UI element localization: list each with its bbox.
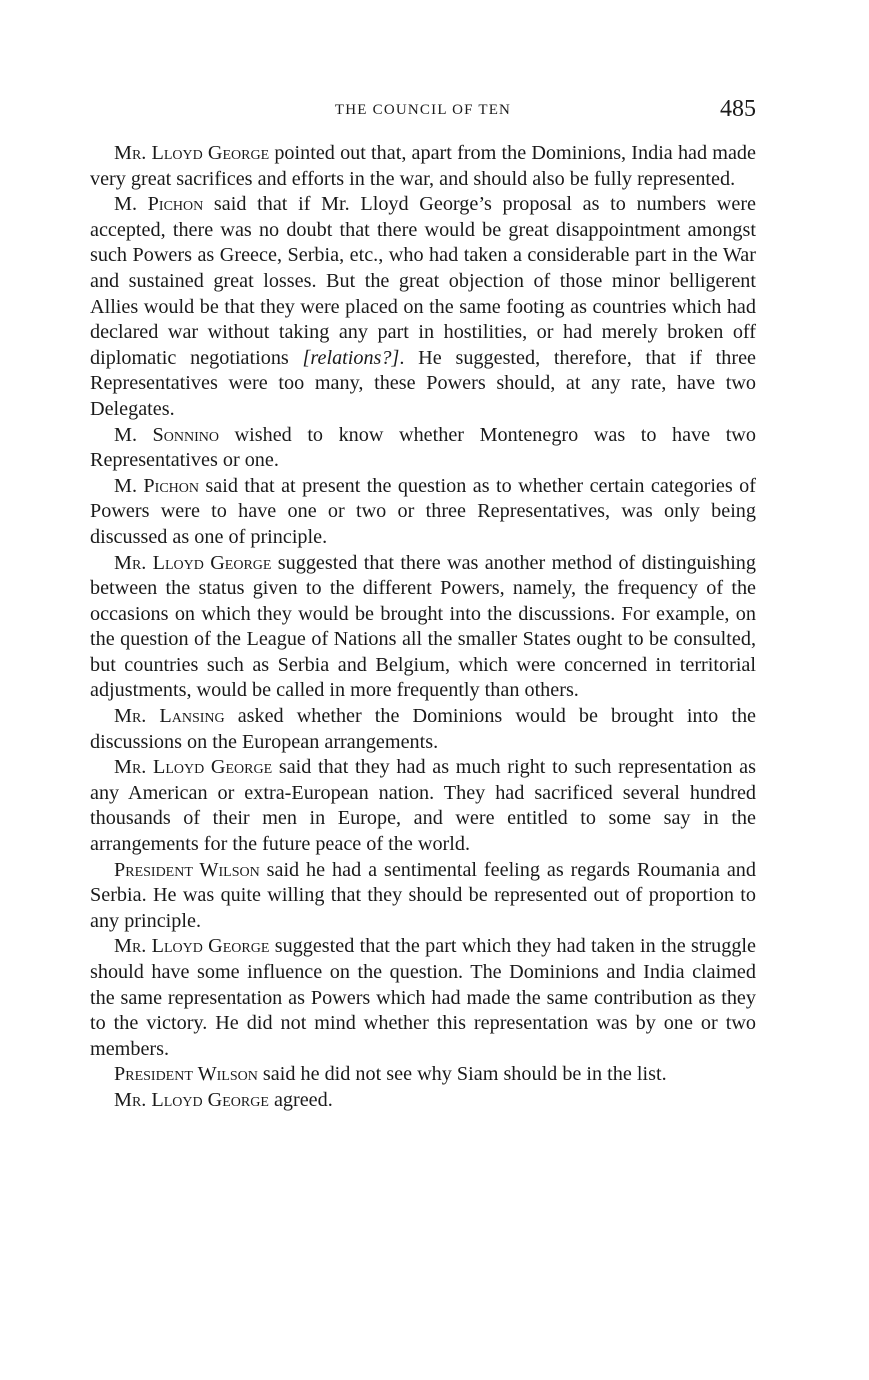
speaker-name: M. Sonnino	[114, 423, 219, 446]
paragraph	[90, 141, 756, 192]
paragraph-text-continued: . He suggested, therefore, that if three Representatives were too many, these Powers should, at any rate, have two Delegates.	[90, 346, 756, 420]
speaker-name: President Wilson	[114, 1063, 258, 1086]
speaker-name: Mr. Lansing	[114, 705, 225, 728]
paragraph	[90, 474, 756, 551]
paragraph	[90, 1062, 756, 1088]
paragraph	[90, 551, 756, 705]
paragraph	[90, 1088, 756, 1114]
paragraph	[90, 704, 756, 755]
paragraph	[90, 192, 756, 422]
speaker-name: M. Pichon	[114, 474, 199, 497]
speaker-name: Mr. Lloyd George	[114, 1088, 269, 1111]
paragraph	[90, 934, 756, 1062]
editorial-note: [relations?]	[302, 346, 400, 369]
speaker-name: Mr. Lloyd George	[114, 551, 272, 574]
paragraph-text: asked whether the Dominions would be brought into the discussions on the European arrangements.	[90, 705, 756, 753]
paragraph-text: said that they had as much right to such representation as any American or extra-European nation. They had sacrificed several hundred thousands of their men in Europe, and were entitled to some say in the arrangements for the future peace of the world.	[90, 756, 756, 856]
running-head	[90, 96, 756, 126]
speaker-name: President Wilson	[114, 858, 260, 881]
paragraph-text: said that at present the question as to whether certain categories of Powers were to have one or two or three Representatives, was only being discussed as one of principle.	[90, 474, 756, 548]
speaker-name: Mr. Lloyd George	[114, 756, 273, 779]
paragraph	[90, 755, 756, 857]
paragraph-text: pointed out that, apart from the Dominions, India had made very great sacrifices and efforts in the war, and should also be fully represented.	[90, 142, 756, 190]
speaker-name: Mr. Lloyd George	[114, 142, 270, 164]
paragraph-text: said he had a sentimental feeling as regards Roumania and Serbia. He was quite willing that they should be represented out of proportion to any principle.	[90, 858, 756, 932]
paragraph-text: said he did not see why Siam should be in the list.	[257, 1063, 667, 1086]
speaker-name: Mr. Lloyd George	[114, 935, 270, 958]
paragraph-text: suggested that there was another method of distinguishing between the status given to the different Powers, namely, the frequency of the occasions on which they would be brought into the discussions. For example, on the question of the League of Nations all the smaller States ought to be consulted, but countries such as Serbia and Belgium, which were concerned in territorial adjustments, would be called in more frequently than others.	[90, 551, 756, 702]
running-head-title: THE COUNCIL OF TEN	[334, 102, 512, 118]
paragraph	[90, 858, 756, 935]
paragraph	[90, 423, 756, 474]
page-number: 485	[720, 96, 756, 122]
paragraph-text: wished to know whether Montenegro was to have two Representatives or one.	[90, 423, 756, 472]
body-text	[90, 141, 756, 1114]
speaker-name: M. Pichon	[114, 193, 204, 216]
paragraph-text: agreed.	[268, 1088, 333, 1111]
paragraph-text: suggested that the part which they had taken in the struggle should have some influence on the question. The Dominions and India claimed the same representation as Powers which had made the same contribution as they to the victory. He did not mind whether this representation was by one or two members.	[90, 935, 757, 1060]
paragraph-text: said that if Mr. Lloyd George’s proposal as to numbers were accepted, there was no doubt that there would be great disappointment amongst such Powers as Greece, Serbia, etc., who had taken a considerable part in the War and sustained great losses. But the great objection of those minor belligerent Allies would be that they were placed on the same footing as countries which had declared war without taking any part in hostilities, or had merely broken off diplomatic negotiations	[90, 193, 756, 369]
